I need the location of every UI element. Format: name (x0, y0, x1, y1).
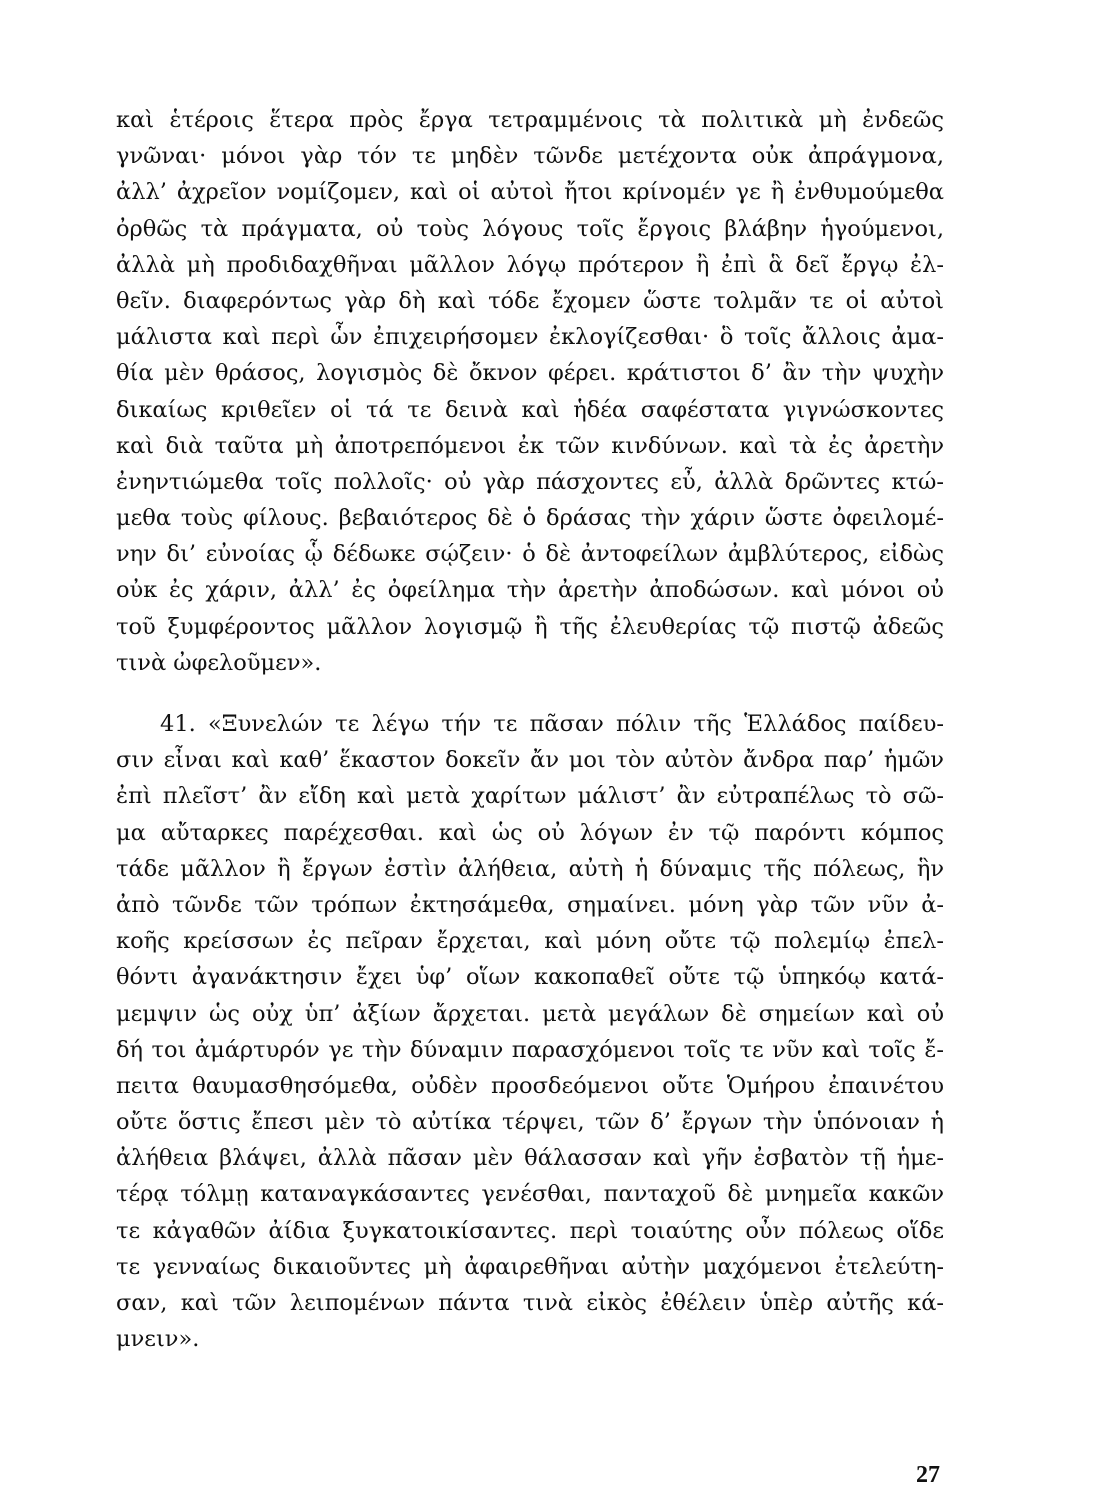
paragraph-1 (116, 102, 944, 681)
text-line: καὶ ἑτέροις ἕτερα πρὸς ἔργα τετραμμένοις τὰ πολιτικὰ μὴ ἐνδεῶς (116, 107, 944, 133)
text-line: ἀλλὰ μὴ προδιδαχθῆναι μᾶλλον λόγῳ πρότερον ἢ ἐπὶ ἃ δεῖ ἔργῳ ἐλ- (116, 251, 944, 278)
text-line: ἀλλ’ ἀχρεῖον νομίζομεν, καὶ οἱ αὐτοὶ ἤτοι κρίνομέν γε ἢ ἐνθυμούμεθα (116, 179, 944, 206)
text-line: τε γενναίως δικαιοῦντες μὴ ἀφαιρεθῆναι αὐτὴν μαχόμενοι ἐτελεύτη- (116, 1253, 944, 1280)
text-line: οὐκ ἐς χάριν, ἀλλ’ ἐς ὀφείλημα τὴν ἀρετὴν ἀποδώσων. καὶ μόνοι οὐ (116, 577, 944, 604)
text-line: νην δι’ εὐνοίας ᾧ δέδωκε σῴζειν· ὁ δὲ ἀντοφείλων ἀμβλύτερος, εἰδὼς (116, 541, 944, 568)
text-line: ἐπὶ πλεῖστ’ ἂν εἴδη καὶ μετὰ χαρίτων μάλιστ’ ἂν εὐτραπέλως τὸ σῶ- (116, 783, 944, 810)
text-line: μα αὔταρκες παρέχεσθαι. καὶ ὡς οὐ λόγων ἐν τῷ παρόντι κόμπος (116, 819, 944, 846)
text-line: τινὰ ὠφελοῦμεν». (116, 649, 322, 676)
text-line: θεῖν. διαφερόντως γὰρ δὴ καὶ τόδε ἔχομεν ὥστε τολμᾶν τε οἱ αὐτοὶ (116, 287, 944, 314)
text-line: σιν εἶναι καὶ καθ’ ἕκαστον δοκεῖν ἄν μοι τὸν αὐτὸν ἄνδρα παρ’ ἡμῶν (116, 747, 944, 774)
text-line: μεθα τοὺς φίλους. βεβαιότερος δὲ ὁ δράσας τὴν χάριν ὥστε ὀφειλομέ- (116, 505, 944, 532)
text-line: ἀπὸ τῶνδε τῶν τρόπων ἐκτησάμεθα, σημαίνει. μόνη γὰρ τῶν νῦν ἀ- (116, 891, 944, 918)
text-line: τε κἀγαθῶν ἀίδια ξυγκατοικίσαντες. περὶ τοιαύτης οὖν πόλεως οἵδε (116, 1217, 944, 1244)
text-line: μνειν». (116, 1326, 200, 1353)
paragraph-2 (116, 706, 944, 1357)
text-line: μεμψιν ὡς οὐχ ὑπ’ ἀξίων ἄρχεται. μετὰ μεγάλων δὲ σημείων καὶ οὐ (116, 1000, 944, 1027)
text-line: οὔτε ὅστις ἔπεσι μὲν τὸ αὐτίκα τέρψει, τῶν δ’ ἔργων τὴν ὑπόνοιαν ἡ (116, 1109, 944, 1136)
text-line: κοῆς κρείσσων ἐς πεῖραν ἔρχεται, καὶ μόνη οὔτε τῷ πολεμίῳ ἐπελ- (116, 928, 944, 955)
text-line: καὶ διὰ ταῦτα μὴ ἀποτρεπόμενοι ἐκ τῶν κινδύνων. καὶ τὰ ἐς ἀρετὴν (116, 432, 944, 459)
text-line: δικαίως κριθεῖεν οἱ τά τε δεινὰ καὶ ἡδέα σαφέστατα γιγνώσκοντες (116, 396, 944, 423)
page-number: 27 (916, 1462, 940, 1488)
text-line: τάδε μᾶλλον ἢ ἔργων ἐστὶν ἀλήθεια, αὐτὴ ἡ δύναμις τῆς πόλεως, ἣν (116, 855, 944, 882)
text-line: θία μὲν θράσος, λογισμὸς δὲ ὄκνον φέρει. κράτιστοι δ’ ἂν τὴν ψυχὴν (116, 360, 944, 387)
text-line: δή τοι ἀμάρτυρόν γε τὴν δύναμιν παρασχόμενοι τοῖς τε νῦν καὶ τοῖς ἔ- (116, 1036, 944, 1063)
chapter-opening-line: 41. «Ξυνελών τε λέγω τήν τε πᾶσαν πόλιν τῆς Ἑλλάδος παίδευ- (160, 711, 944, 737)
text-line: γνῶναι· μόνοι γὰρ τόν τε μηδὲν τῶνδε μετέχοντα οὐκ ἀπράγμονα, (116, 143, 944, 170)
text-line: ὀρθῶς τὰ πράγματα, οὐ τοὺς λόγους τοῖς ἔργοις βλάβην ἡγούμενοι, (116, 215, 944, 242)
text-line: θόντι ἀγανάκτησιν ἔχει ὑφ’ οἵων κακοπαθεῖ οὔτε τῷ ὑπηκόῳ κατά- (116, 964, 944, 991)
text-line: ἐνηντιώμεθα τοῖς πολλοῖς· οὐ γὰρ πάσχοντες εὖ, ἀλλὰ δρῶντες κτώ- (116, 468, 944, 495)
text-line: τέρᾳ τόλμῃ καταναγκάσαντες γενέσθαι, πανταχοῦ δὲ μνημεῖα κακῶν (116, 1181, 944, 1208)
text-line: μάλιστα καὶ περὶ ὧν ἐπιχειρήσομεν ἐκλογίζεσθαι· ὃ τοῖς ἄλλοις ἀμα- (116, 324, 944, 351)
text-line: σαν, καὶ τῶν λειπομένων πάντα τινὰ εἰκὸς ἐθέλειν ὑπὲρ αὐτῆς κά- (116, 1290, 944, 1316)
text-line: ἀλήθεια βλάψει, ἀλλὰ πᾶσαν μὲν θάλασσαν καὶ γῆν ἐσβατὸν τῇ ἡμε- (116, 1145, 944, 1172)
text-line: πειτα θαυμασθησόμεθα, οὐδὲν προσδεόμενοι οὔτε Ὁμήρου ἐπαινέτου (116, 1072, 944, 1099)
text-line: τοῦ ξυμφέροντος μᾶλλον λογισμῷ ἢ τῆς ἐλευθερίας τῷ πιστῷ ἀδεῶς (116, 613, 944, 640)
